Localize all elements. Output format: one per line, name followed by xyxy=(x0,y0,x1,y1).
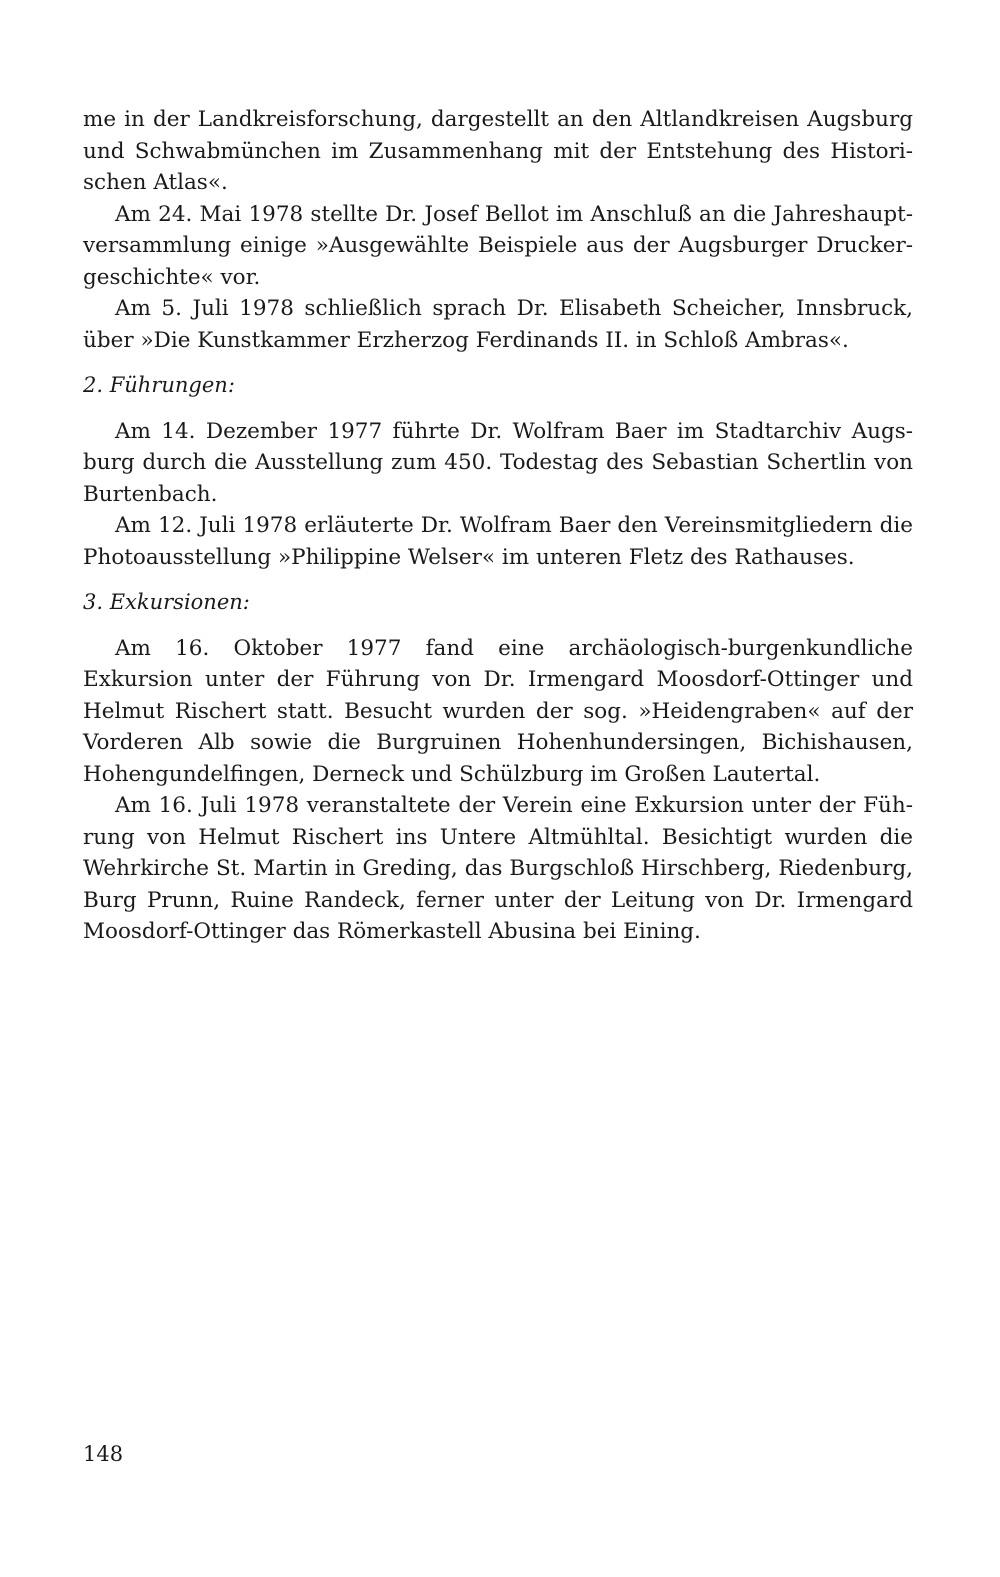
section-heading-fuehrungen: 2. Führungen: xyxy=(83,373,235,397)
page-body xyxy=(83,104,913,948)
page-number: 148 xyxy=(83,1442,124,1466)
paragraph-exkursion-lautertal: Am 16. Oktober 1977 fand eine archäologisch-burgenkundliche Exkursion unter der Führung von Dr. Irmengard Moosdorf-Ottinger und Helmut Rischert statt. Besucht wurden der sog. »Heidengraben« auf der Vorderen Alb sowie die Burgruinen Hohenhundersingen, Bichishausen, Hohengundelfingen, Derneck und Schülzburg im Großen Lautertal. xyxy=(83,635,913,787)
section-fuehrungen xyxy=(83,370,913,573)
paragraph-intro-continuation: me in der Landkreisforschung, dargestellt an den Altlandkreisen Augsburg und Schwabmünchen im Zusammenhang mit der Entstehung des Historischen Atlas«. xyxy=(83,107,913,195)
section-exkursionen xyxy=(83,587,913,948)
paragraph-fuehrung-photoausstellung: Am 12. Juli 1978 erläuterte Dr. Wolfram Baer den Vereinsmitgliedern die Photoausstellung »Philippine Welser« im unteren Fletz des Rathauses. xyxy=(83,513,913,570)
section-heading-exkursionen: 3. Exkursionen: xyxy=(83,590,250,614)
paragraph-exkursion-altmuehltal: Am 16. Juli 1978 veranstaltete der Verein eine Exkursion unter der Führung von Helmut Rischert ins Untere Altmühltal. Besichtigt wurden die Wehrkirche St. Martin in Greding, das Burgschloß Hirschberg, Riedenburg, Burg Prunn, Ruine Randeck, ferner unter der Leitung von Dr. Irmengard Moosdorf-Ottinger das Römerkastell Abusina bei Eining. xyxy=(83,793,913,944)
paragraph-fuehrung-stadtarchiv: Am 14. Dezember 1977 führte Dr. Wolfram Baer im Stadtarchiv Augsburg durch die Ausstellung zum 450. Todestag des Sebastian Schertlin von Burtenbach. xyxy=(83,418,913,507)
paragraph-bellot-lecture: Am 24. Mai 1978 stellte Dr. Josef Bellot im Anschluß an die Jahreshauptversammlung einige »Ausgewählte Beispiele aus der Augsburger Druckergeschichte« vor. xyxy=(83,201,913,290)
paragraph-scheicher-lecture: Am 5. Juli 1978 schließlich sprach Dr. Elisabeth Scheicher, Innsbruck, über »Die Kunstkammer Erzherzog Ferdinands II. in Schloß Ambras«. xyxy=(83,296,913,353)
